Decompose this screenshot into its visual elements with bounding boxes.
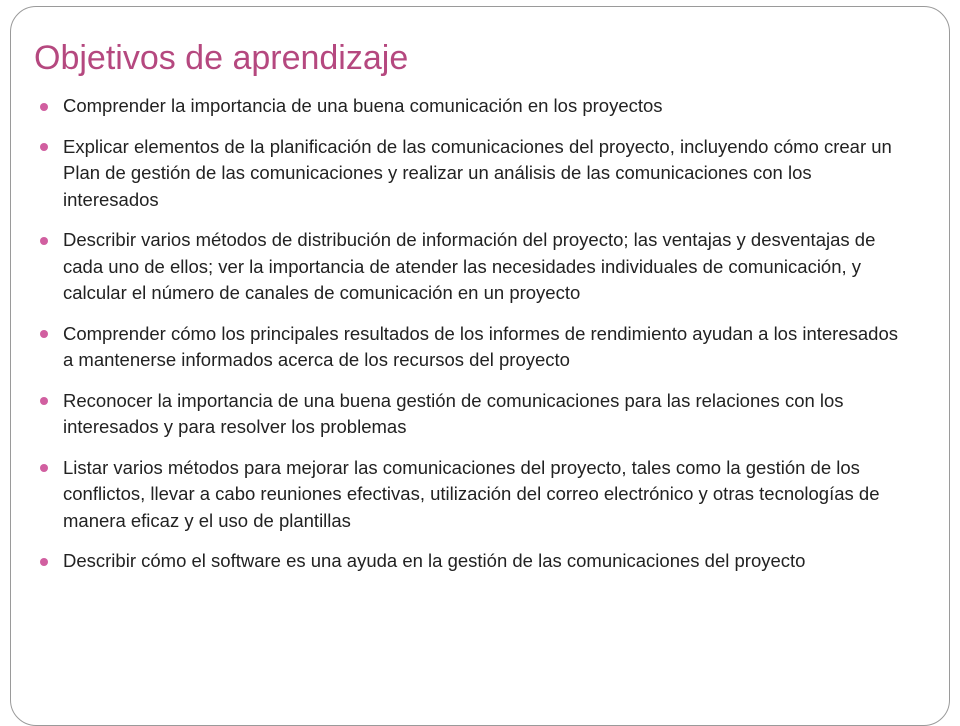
bullet-icon bbox=[40, 143, 48, 151]
list-item bbox=[40, 548, 910, 574]
list-item bbox=[40, 93, 910, 119]
list-item-text: Explicar elementos de la planificación de las comunicaciones del proyecto, incluyendo cómo crear un Plan de gestión de las comunicaciones y realizar un análisis de las comunicaciones con los interesados bbox=[63, 135, 892, 210]
list-item-text: Describir cómo el software es una ayuda en la gestión de las comunicaciones del proyecto bbox=[63, 550, 806, 572]
list-item bbox=[40, 227, 910, 306]
bullet-icon bbox=[40, 558, 48, 566]
bullet-icon bbox=[40, 397, 48, 405]
list-item-text: Reconocer la importancia de una buena gestión de comunicaciones para las relaciones con los interesados y para resolver los problemas bbox=[63, 389, 844, 438]
objectives-list bbox=[40, 93, 910, 589]
list-item-text: Describir varios métodos de distribución de información del proyecto; las ventajas y desventajas de cada uno de ellos; ver la importancia de atender las necesidades individuales de comunicación, y calcular el número de canales de comunicación en un proyecto bbox=[63, 229, 876, 304]
list-item bbox=[40, 321, 910, 374]
list-item bbox=[40, 388, 910, 441]
bullet-icon bbox=[40, 330, 48, 338]
list-item-text: Comprender cómo los principales resultados de los informes de rendimiento ayudan a los interesados a mantenerse informados acerca de los recursos del proyecto bbox=[63, 322, 899, 371]
list-item-text: Comprender la importancia de una buena comunicación en los proyectos bbox=[63, 95, 663, 116]
list-item-text: Listar varios métodos para mejorar las comunicaciones del proyecto, tales como la gestión de los conflictos, llevar a cabo reuniones efectivas, utilización del correo electrónico y otras tecnologías de manera eficaz y el uso de plantillas bbox=[63, 456, 880, 531]
bullet-icon bbox=[40, 237, 48, 245]
list-item bbox=[40, 134, 910, 213]
bullet-icon bbox=[40, 464, 48, 472]
slide-title: Objetivos de aprendizaje bbox=[34, 39, 409, 77]
list-item bbox=[40, 455, 910, 534]
bullet-icon bbox=[40, 103, 48, 111]
